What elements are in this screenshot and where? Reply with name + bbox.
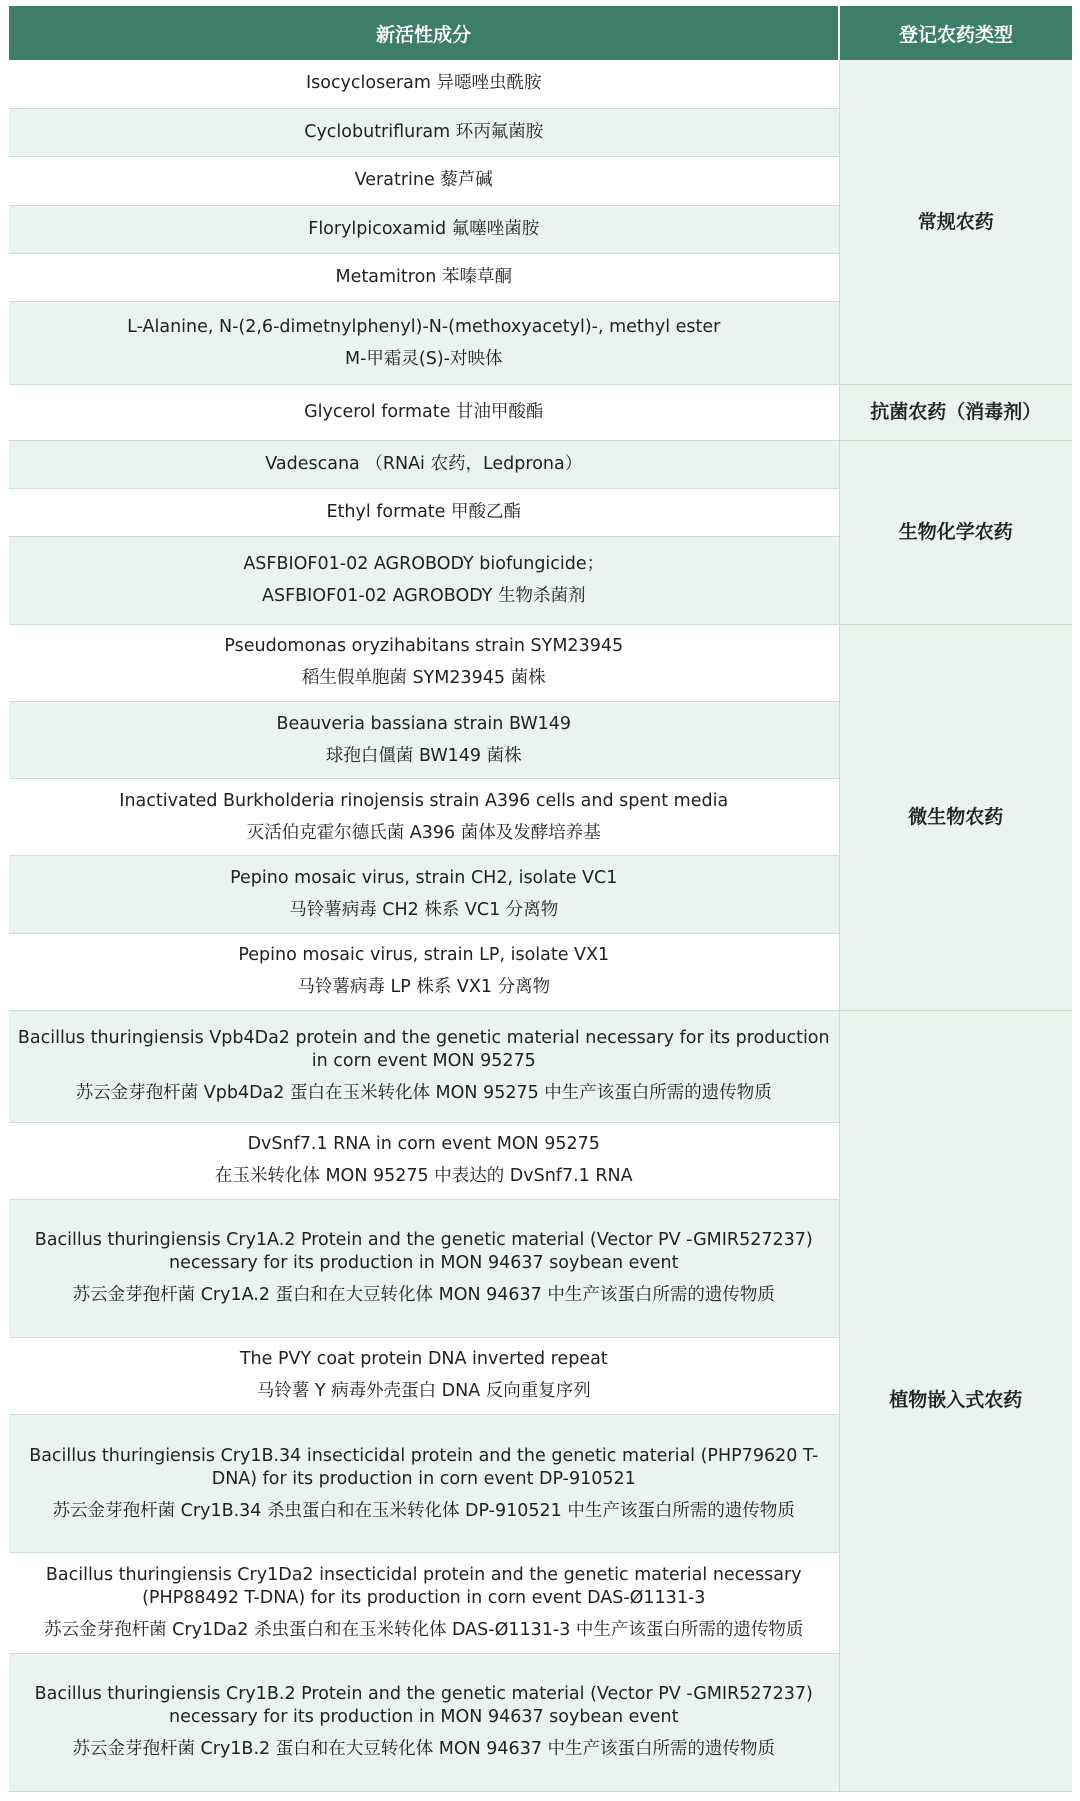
ingredient-name-zh: 马铃薯 Y 病毒外壳蛋白 DNA 反向重复序列 bbox=[256, 1381, 591, 1402]
ingredient-name-zh: 马铃薯病毒 CH2 株系 VC1 分离物 bbox=[289, 900, 559, 920]
table-row bbox=[9, 385, 1072, 440]
registration-type-cell: 微生物农药 bbox=[839, 624, 1072, 1010]
table-row bbox=[9, 1010, 1072, 1122]
ingredient-cell bbox=[9, 856, 839, 933]
ingredient-name-zh: M-甲霜灵(S)-对映体 bbox=[345, 348, 503, 369]
ingredient-cell bbox=[9, 108, 839, 156]
ingredient-name-en: Pepino mosaic virus, strain LP, isolate VX1 bbox=[238, 945, 610, 966]
ingredient-name-zh: 在玉米转化体 MON 95275 中表达的 DvSnf7.1 RNA bbox=[214, 1166, 633, 1187]
ingredient-name: Isocycloseram 异噁唑虫酰胺 bbox=[305, 73, 542, 94]
ingredient-cell bbox=[9, 1415, 839, 1553]
ingredient-name-zh: 苏云金芽孢杆菌 Cry1Da2 杀虫蛋白和在玉米转化体 DAS-Ø1131-3 中生产该蛋白所需的遗传物质 bbox=[44, 1619, 804, 1640]
registration-type-cell: 植物嵌入式农药 bbox=[839, 1010, 1072, 1791]
ingredient-name-en: Pepino mosaic virus, strain CH2, isolate VC1 bbox=[230, 868, 618, 888]
ingredient-name-en: Inactivated Burkholderia rinojensis strain A396 cells and spent media bbox=[119, 790, 729, 811]
ingredient-name-zh: ASFBIOF01-02 AGROBODY 生物杀菌剂 bbox=[262, 586, 586, 607]
ingredient-cell bbox=[9, 702, 839, 779]
table-row bbox=[9, 440, 1072, 488]
ingredient-name-en: Beauveria bassiana strain BW149 bbox=[276, 713, 572, 734]
ingredient-name: Ethyl formate 甲酸乙酯 bbox=[326, 502, 521, 523]
ingredient-cell bbox=[9, 1337, 839, 1414]
ingredient-name-en: The PVY coat protein DNA inverted repeat bbox=[239, 1349, 608, 1370]
ingredient-cell bbox=[9, 60, 839, 108]
ingredient-name-en: Bacillus thuringiensis Cry1A.2 Protein and the genetic material (Vector PV -GMIR527237) necessary for its production in MON 94637 soybean event bbox=[34, 1230, 813, 1274]
ingredient-name: Florylpicoxamid 氟噻唑菌胺 bbox=[308, 218, 540, 239]
ingredient-cell bbox=[9, 1553, 839, 1653]
ingredient-name: Glycerol formate 甘油甲酸酯 bbox=[304, 401, 544, 422]
registration-type-cell: 抗菌农药（消毒剂） bbox=[839, 385, 1072, 440]
ingredient-name-en: ASFBIOF01-02 AGROBODY biofungicide； bbox=[243, 554, 605, 575]
ingredient-name: Veratrine 藜芦碱 bbox=[354, 170, 493, 191]
ingredient-name-en: DvSnf7.1 RNA in corn event MON 95275 bbox=[247, 1134, 600, 1155]
ingredient-name-en: Bacillus thuringiensis Vpb4Da2 protein and the genetic material necessary for its production in corn event MON 95275 bbox=[17, 1028, 830, 1072]
ingredient-name-en: Bacillus thuringiensis Cry1B.2 Protein and the genetic material (Vector PV -GMIR527237) necessary for its production in MON 94637 soybean event bbox=[34, 1684, 813, 1728]
header-registration-type: 登记农药类型 bbox=[839, 6, 1072, 60]
ingredient-name: Metamitron 苯嗪草酮 bbox=[335, 267, 512, 288]
ingredient-cell bbox=[9, 302, 839, 385]
ingredient-name-zh: 苏云金芽孢杆菌 Cry1A.2 蛋白和在大豆转化体 MON 94637 中生产该蛋白所需的遗传物质 bbox=[72, 1285, 775, 1306]
ingredient-cell bbox=[9, 157, 839, 205]
ingredient-cell bbox=[9, 624, 839, 701]
ingredient-name-en: Bacillus thuringiensis Cry1Da2 insecticidal protein and the genetic material necessary (PHP88492 T-DNA) for its production in corn event DAS-Ø1131-3 bbox=[45, 1564, 802, 1608]
table-row bbox=[9, 624, 1072, 701]
ingredient-cell bbox=[9, 779, 839, 856]
table-header-row bbox=[9, 6, 1072, 60]
ingredient-cell bbox=[9, 933, 839, 1010]
ingredient-cell bbox=[9, 205, 839, 253]
table-row bbox=[9, 60, 1072, 108]
ingredient-cell bbox=[9, 254, 839, 302]
ingredient-cell bbox=[9, 488, 839, 536]
ingredient-name-zh: 马铃薯病毒 LP 株系 VX1 分离物 bbox=[297, 977, 551, 998]
ingredient-name-zh: 苏云金芽孢杆菌 Vpb4Da2 蛋白在玉米转化体 MON 95275 中生产该蛋白所需的遗传物质 bbox=[75, 1083, 772, 1104]
ingredient-cell bbox=[9, 1122, 839, 1199]
ingredient-name-zh: 稻生假单胞菌 SYM23945 菌株 bbox=[301, 668, 546, 689]
ingredient-cell bbox=[9, 1199, 839, 1337]
registration-type-cell: 生物化学农药 bbox=[839, 440, 1072, 624]
ingredient-cell bbox=[9, 1653, 839, 1791]
header-new-active-ingredient: 新活性成分 bbox=[9, 6, 839, 60]
ingredient-name-zh: 苏云金芽孢杆菌 Cry1B.34 杀虫蛋白和在玉米转化体 DP-910521 中生产该蛋白所需的遗传物质 bbox=[52, 1500, 795, 1521]
table-body bbox=[9, 60, 1072, 1792]
ingredient-name-en: L-Alanine, N-(2,6-dimetnylphenyl)-N-(methoxyacetyl)-, methyl ester bbox=[127, 316, 721, 337]
ingredient-cell bbox=[9, 537, 839, 625]
pesticide-table-container bbox=[9, 6, 1072, 1792]
ingredient-name-en: Pseudomonas oryzihabitans strain SYM23945 bbox=[224, 636, 624, 657]
registration-type-cell: 常规农药 bbox=[839, 60, 1072, 385]
ingredient-name: Cyclobutrifluram 环丙氟菌胺 bbox=[304, 122, 544, 143]
ingredient-name-en: Bacillus thuringiensis Cry1B.34 insecticidal protein and the genetic material (PHP79620 T-DNA) for its production in corn event DP-910521 bbox=[29, 1445, 819, 1489]
ingredient-cell bbox=[9, 385, 839, 440]
ingredient-name-zh: 苏云金芽孢杆菌 Cry1B.2 蛋白和在大豆转化体 MON 94637 中生产该蛋白所需的遗传物质 bbox=[72, 1739, 776, 1760]
ingredient-cell bbox=[9, 1010, 839, 1122]
ingredient-name-zh: 灭活伯克霍尔德氏菌 A396 菌体及发酵培养基 bbox=[246, 822, 601, 843]
ingredient-name: Vadescana （RNAi 农药，Ledprona） bbox=[265, 453, 583, 474]
ingredient-name-zh: 球孢白僵菌 BW149 菌株 bbox=[325, 745, 522, 766]
ingredient-cell bbox=[9, 440, 839, 488]
new-active-ingredients-table bbox=[9, 6, 1072, 1792]
